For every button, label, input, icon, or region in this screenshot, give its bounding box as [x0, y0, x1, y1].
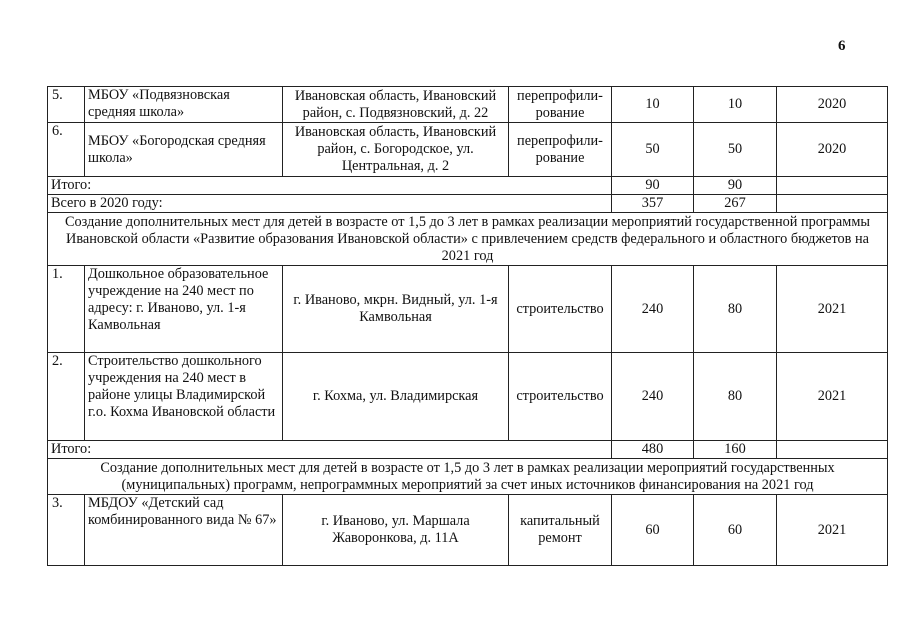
table-row: [48, 495, 888, 566]
institution-name: Дошкольное образовательное учреждение на 240 мест по адресу: г. Иваново, ул. 1-я Камвольная: [85, 266, 283, 353]
institution-address: г. Кохма, ул. Владимирская: [283, 353, 509, 441]
section-header-row: [48, 459, 888, 495]
table-row: [48, 87, 888, 123]
places-under3: 267: [694, 195, 777, 213]
total-row: [48, 177, 888, 195]
places-under3: 10: [694, 87, 777, 123]
table-row: [48, 123, 888, 177]
year: 2020: [777, 123, 888, 177]
institution-name: МБОУ «Подвязновская средняя школа»: [85, 87, 283, 123]
row-number: 1.: [48, 266, 85, 353]
institution-address: Ивановская область, Ивановский район, с. Богородское, ул. Центральная, д. 2: [283, 123, 509, 177]
year: 2021: [777, 266, 888, 353]
institution-name: Строительство дошкольного учреждения на 240 мест в районе улицы Владимирской г.о. Кохма Ивановской области: [85, 353, 283, 441]
section-header-row: [48, 213, 888, 266]
work-type: строительство: [509, 353, 612, 441]
places-total: 240: [612, 266, 694, 353]
places-total: 357: [612, 195, 694, 213]
row-number: 2.: [48, 353, 85, 441]
places-under3: 160: [694, 441, 777, 459]
page-number: 6: [838, 38, 846, 54]
row-number: 5.: [48, 87, 85, 123]
row-number: 3.: [48, 495, 85, 566]
places-under3: 60: [694, 495, 777, 566]
total-label: Итого:: [48, 441, 612, 459]
institution-address: г. Иваново, мкрн. Видный, ул. 1-я Камвольная: [283, 266, 509, 353]
work-type: капитальный ремонт: [509, 495, 612, 566]
year: 2021: [777, 353, 888, 441]
empty-cell: [777, 441, 888, 459]
places-under3: 80: [694, 266, 777, 353]
places-total: 60: [612, 495, 694, 566]
work-type: перепрофили-рование: [509, 123, 612, 177]
places-total: 240: [612, 353, 694, 441]
work-type: строительство: [509, 266, 612, 353]
empty-cell: [777, 177, 888, 195]
places-under3: 80: [694, 353, 777, 441]
row-number: 6.: [48, 123, 85, 177]
empty-cell: [777, 195, 888, 213]
year: 2021: [777, 495, 888, 566]
section-title: Создание дополнительных мест для детей в возрасте от 1,5 до 3 лет в рамках реализации мероприятий государственной программы Ивановской области «Развитие образования Ивановской области» с привлечением средств федерального и областного бюджетов на 2021 год: [48, 213, 888, 266]
table-row: [48, 266, 888, 353]
places-total: 10: [612, 87, 694, 123]
places-table: [47, 86, 888, 566]
total-row: [48, 441, 888, 459]
institution-name: МБОУ «Богородская средняя школа»: [85, 123, 283, 177]
total-label: Итого:: [48, 177, 612, 195]
places-under3: 90: [694, 177, 777, 195]
places-total: 90: [612, 177, 694, 195]
grand-total-row: [48, 195, 888, 213]
work-type: перепрофили-рование: [509, 87, 612, 123]
places-under3: 50: [694, 123, 777, 177]
year: 2020: [777, 87, 888, 123]
institution-name: МБДОУ «Детский сад комбинированного вида № 67»: [85, 495, 283, 566]
places-total: 480: [612, 441, 694, 459]
institution-address: Ивановская область, Ивановский район, с. Подвязновский, д. 22: [283, 87, 509, 123]
section-title: Создание дополнительных мест для детей в возрасте от 1,5 до 3 лет в рамках реализации мероприятий государственных (муниципальных) программ, непрограммных мероприятий за счет иных источников финансирования на 2021 год: [48, 459, 888, 495]
table-row: [48, 353, 888, 441]
grand-total-label: Всего в 2020 году:: [48, 195, 612, 213]
places-total: 50: [612, 123, 694, 177]
institution-address: г. Иваново, ул. Маршала Жаворонкова, д. 11А: [283, 495, 509, 566]
